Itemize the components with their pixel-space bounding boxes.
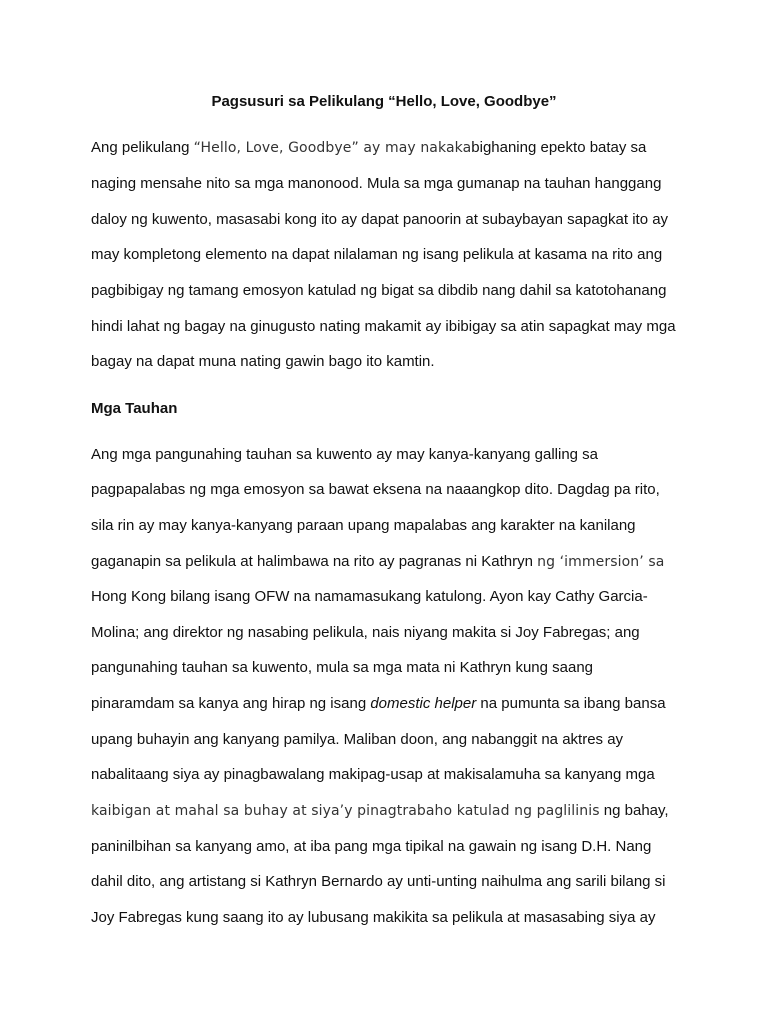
intro-line: may kompletong elemento na dapat nilalaman ng isang pelikula at kasama na rito ang — [91, 246, 663, 263]
body-line: sila rin ay may kanya-kanyang paraan upang mapalabas ang karakter na kanilang — [91, 517, 636, 534]
text-run: pinaramdam sa kanya ang hirap ng isang — [91, 695, 371, 712]
body-line: Hong Kong bilang isang OFW na namamasukang katulong. Ayon kay Cathy Garcia- — [91, 588, 648, 605]
body-line: upang buhayin ang kanyang pamilya. Maliban doon, ang nabanggit na aktres ay — [91, 731, 624, 748]
text-run: ng bahay, — [599, 802, 669, 819]
body-line — [91, 695, 666, 713]
section-heading: Mga Tauhan — [91, 400, 178, 417]
body-line — [91, 553, 664, 571]
body-line: Joy Fabregas kung saang ito ay lubusang makikita sa pelikula at masasabing siya ay — [91, 909, 656, 926]
text-run: na pumunta sa ibang bansa — [476, 695, 666, 712]
body-line: Ang mga pangunahing tauhan sa kuwento ay may kanya-kanyang galling sa — [91, 446, 599, 463]
document-title: Pagsusuri sa Pelikulang “Hello, Love, Goodbye” — [211, 93, 557, 110]
italic-term: domestic helper — [370, 695, 477, 712]
body-line: dahil dito, ang artistang si Kathryn Bernardo ay unti-unting naihulma ang sarili bilang si — [91, 873, 666, 890]
intro-line: pagbibigay ng tamang emosyon katulad ng bigat sa dibdib nang dahil sa katotohanang — [91, 282, 667, 299]
body-line: Molina; ang direktor ng nasabing pelikula, nais niyang makita si Joy Fabregas; ang — [91, 624, 640, 641]
text-run: “Hello, Love, Goodbye” ay may nakaka — [193, 140, 472, 156]
body-line: paninilbihan sa kanyang amo, at iba pang mga tipikal na gawain ng isang D.H. Nang — [91, 838, 652, 855]
text-run: bighaning epekto batay sa — [471, 139, 647, 156]
body-line: pangunahing tauhan sa kuwento, mula sa mga mata ni Kathryn kung saang — [91, 659, 594, 676]
intro-line: bagay na dapat muna nating gawin bago ito kamtin. — [91, 353, 435, 370]
body-line — [91, 802, 669, 820]
text-run: ng ‘immersion’ sa — [537, 554, 665, 570]
intro-line: daloy ng kuwento, masasabi kong ito ay dapat panoorin at subaybayan sapagkat ito ay — [91, 211, 669, 228]
text-run: Ang pelikulang — [91, 139, 194, 156]
text-run: kaibigan at mahal sa buhay at siya’y pinagtrabaho katulad ng paglilinis — [91, 803, 600, 819]
body-line: nabalitaang siya ay pinagbawalang makipag-usap at makisalamuha sa kanyang mga — [91, 766, 655, 783]
intro-line — [91, 139, 646, 157]
intro-line: hindi lahat ng bagay na ginugusto nating makamit ay ibibigay sa atin sapagkat may mga — [91, 318, 676, 335]
text-run: gaganapin sa pelikula at halimbawa na rito ay pagranas ni Kathryn — [91, 553, 538, 570]
body-line: pagpapalabas ng mga emosyon sa bawat eksena na naaangkop dito. Dagdag pa rito, — [91, 481, 660, 498]
intro-line: naging mensahe nito sa mga manonood. Mula sa mga gumanap na tauhan hanggang — [91, 175, 662, 192]
